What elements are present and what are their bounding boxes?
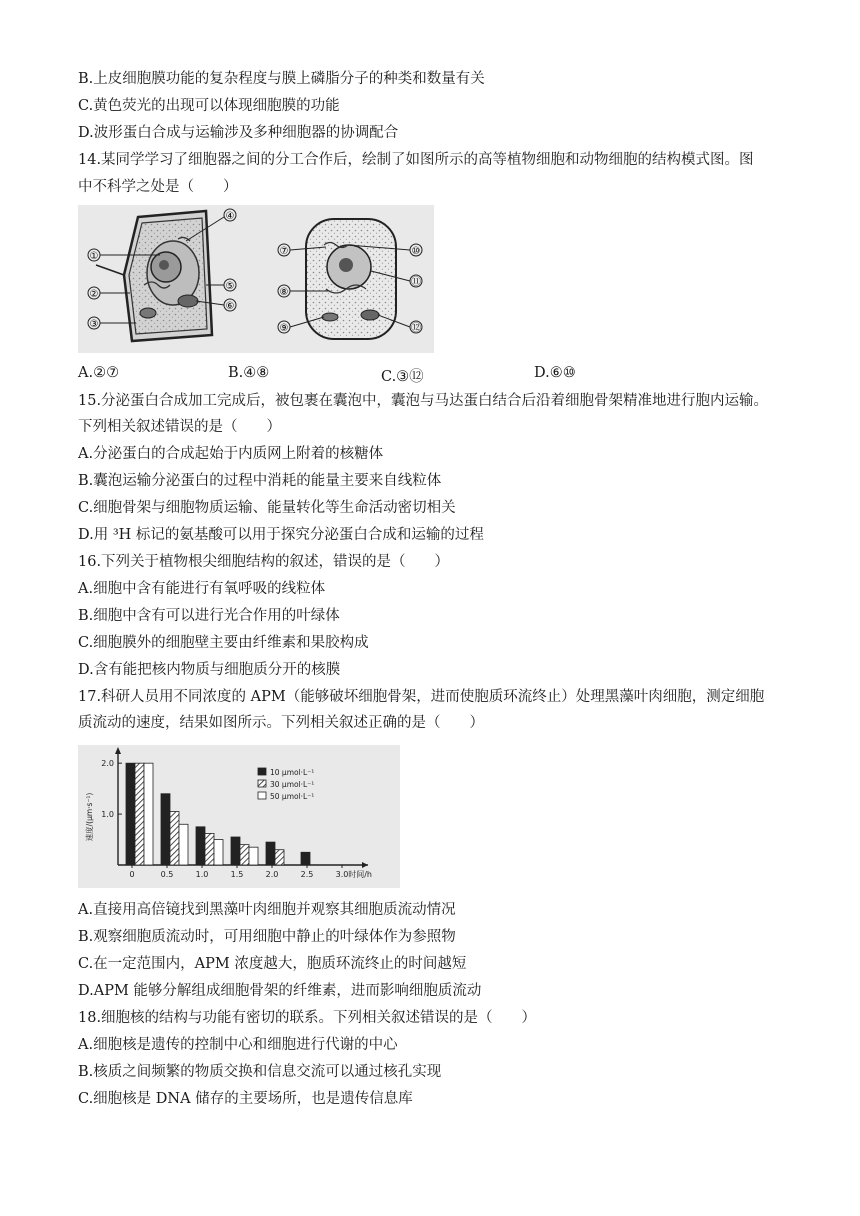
- q17-option-d: D.APM 能够分解组成细胞骨架的纤维素，进而影响细胞质流动: [78, 983, 482, 999]
- label-4: [224, 209, 236, 222]
- svg-text:⑩: ⑩: [411, 246, 421, 257]
- label-11: [410, 275, 422, 288]
- q15-stem-line1: 15.分泌蛋白合成加工完成后，被包裹在囊泡中，囊泡与马达蛋白结合后沿着细胞骨架精准地进行胞内运输。: [78, 393, 769, 409]
- plant-cell: [96, 211, 212, 341]
- plant-chloroplast: [178, 295, 198, 307]
- q18-option-a: A.细胞核是遗传的控制中心和细胞进行代谢的中心: [78, 1037, 398, 1053]
- bar: [275, 850, 284, 865]
- svg-text:⑦: ⑦: [279, 246, 289, 257]
- bar: [196, 827, 205, 865]
- bar: [231, 837, 240, 865]
- y-tick-label: 1.0: [101, 810, 114, 820]
- x-axis-label: 时间/h: [348, 870, 372, 879]
- label-3: [88, 317, 100, 330]
- q16-stem: 16.下列关于植物根尖细胞结构的叙述，错误的是（ ）: [78, 554, 450, 570]
- svg-text:⑤: ⑤: [225, 281, 235, 292]
- y-tick-label: 2.0: [101, 759, 114, 769]
- bar: [240, 845, 249, 865]
- bar: [135, 763, 144, 865]
- bar: [266, 842, 275, 865]
- bar: [126, 763, 135, 865]
- q16-option-a: A.细胞中含有能进行有氧呼吸的线粒体: [78, 581, 326, 597]
- x-tick-label: 1.0: [195, 870, 209, 879]
- plant-nucleolus: [159, 260, 169, 270]
- svg-text:②: ②: [89, 289, 99, 300]
- animal-cell: [306, 219, 396, 339]
- animal-mitochondrion: [322, 313, 338, 321]
- q14-option-c: C.③⑫: [381, 369, 424, 385]
- q17-stem-line1: 17.科研人员用不同浓度的 APM（能够破坏细胞骨架，进而使胞质环流终止）处理黑藻叶肉细胞，测定细胞: [78, 689, 765, 705]
- cell-structure-figure: [78, 205, 434, 353]
- q15-option-d: D.用 ³H 标记的氨基酸可以用于探究分泌蛋白合成和运输的过程: [78, 527, 484, 543]
- q14-option-b: B.④⑧: [228, 365, 270, 381]
- apm-speed-chart: [78, 745, 400, 888]
- bar: [179, 824, 188, 865]
- x-tick-label: 2.5: [300, 870, 314, 879]
- animal-nucleolus: [339, 258, 353, 272]
- bar: [205, 833, 214, 865]
- y-axis-label: 速度/(μm·s⁻¹): [85, 792, 94, 842]
- label-10: [410, 244, 422, 257]
- legend-swatch: [258, 792, 266, 799]
- animal-chloroplast: [361, 310, 379, 320]
- label-9: [278, 321, 290, 334]
- q16-option-c: C.细胞膜外的细胞壁主要由纤维素和果胶构成: [78, 635, 369, 651]
- q14-option-a: A.②⑦: [78, 365, 120, 381]
- y-axis-arrow: [115, 747, 121, 754]
- q17-option-b: B.观察细胞质流动时，可用细胞中静止的叶绿体作为参照物: [78, 929, 456, 945]
- q14-stem-line2: 中不科学之处是（ ）: [78, 179, 238, 195]
- q18-option-c: C.细胞核是 DNA 储存的主要场所，也是遗传信息库: [78, 1091, 413, 1107]
- q15-stem-line2: 下列相关叙述错误的是（ ）: [78, 419, 281, 435]
- svg-text:⑪: ⑪: [411, 277, 421, 288]
- svg-text:⑧: ⑧: [279, 287, 289, 298]
- q14-option-d: D.⑥⑩: [534, 365, 576, 381]
- bar: [170, 812, 179, 865]
- bar: [161, 794, 170, 865]
- q18-option-b: B.核质之间频繁的物质交换和信息交流可以通过核孔实现: [78, 1064, 442, 1080]
- label-12: [410, 321, 422, 334]
- svg-text:⑫: ⑫: [411, 323, 421, 334]
- plant-mitochondrion: [140, 308, 156, 318]
- q15-option-c: C.细胞骨架与细胞物质运输、能量转化等生命活动密切相关: [78, 500, 456, 516]
- legend-swatch: [258, 780, 266, 787]
- bar: [249, 847, 258, 865]
- label-6: [224, 299, 236, 312]
- x-tick-label: 0.5: [160, 870, 174, 879]
- legend-label: 50 μmol·L⁻¹: [270, 792, 315, 801]
- q13-option-b: B.上皮细胞膜功能的复杂程度与膜上磷脂分子的种类和数量有关: [78, 71, 485, 87]
- legend-label: 10 μmol·L⁻¹: [270, 768, 315, 777]
- q17-option-a: A.直接用高倍镜找到黑藻叶肉细胞并观察其细胞质流动情况: [78, 902, 456, 918]
- chart-svg: [78, 745, 400, 888]
- x-tick-label: 0: [129, 870, 135, 879]
- x-tick-label: 2.0: [265, 870, 279, 879]
- label-7: [278, 244, 290, 257]
- x-axis-arrow: [362, 862, 368, 868]
- q18-stem: 18.细胞核的结构与功能有密切的联系。下列相关叙述错误的是（ ）: [78, 1010, 537, 1026]
- bar: [214, 840, 223, 865]
- label-1: [88, 249, 100, 262]
- q16-option-d: D.含有能把核内物质与细胞质分开的核膜: [78, 662, 341, 678]
- bar: [301, 852, 310, 865]
- x-tick-label: 1.5: [230, 870, 244, 879]
- q13-option-d: D.波形蛋白合成与运输涉及多种细胞器的协调配合: [78, 125, 399, 141]
- q14-options: [78, 365, 778, 385]
- legend-label: 30 μmol·L⁻¹: [270, 780, 315, 789]
- svg-text:④: ④: [225, 211, 235, 222]
- label-8: [278, 285, 290, 298]
- label-5: [224, 279, 236, 292]
- label-2: [88, 287, 100, 300]
- svg-text:⑥: ⑥: [225, 301, 235, 312]
- svg-text:⑨: ⑨: [279, 323, 289, 334]
- svg-text:③: ③: [89, 319, 99, 330]
- q17-option-c: C.在一定范围内，APM 浓度越大，胞质环流终止的时间越短: [78, 956, 467, 972]
- svg-text:①: ①: [89, 251, 99, 262]
- q13-option-c: C.黄色荧光的出现可以体现细胞膜的功能: [78, 98, 340, 114]
- x-tick-label: 3.0: [335, 870, 349, 879]
- q17-stem-line2: 质流动的速度，结果如图所示。下列相关叙述正确的是（ ）: [78, 715, 484, 731]
- legend-swatch: [258, 768, 266, 775]
- bar: [144, 763, 153, 865]
- q15-option-a: A.分泌蛋白的合成起始于内质网上附着的核糖体: [78, 446, 384, 462]
- cell-diagram-svg: [78, 205, 434, 353]
- q14-stem-line1: 14.某同学学习了细胞器之间的分工合作后，绘制了如图所示的高等植物细胞和动物细胞的结构模式图。图: [78, 152, 754, 168]
- q16-option-b: B.细胞中含有可以进行光合作用的叶绿体: [78, 608, 340, 624]
- q15-option-b: B.囊泡运输分泌蛋白的过程中消耗的能量主要来自线粒体: [78, 473, 442, 489]
